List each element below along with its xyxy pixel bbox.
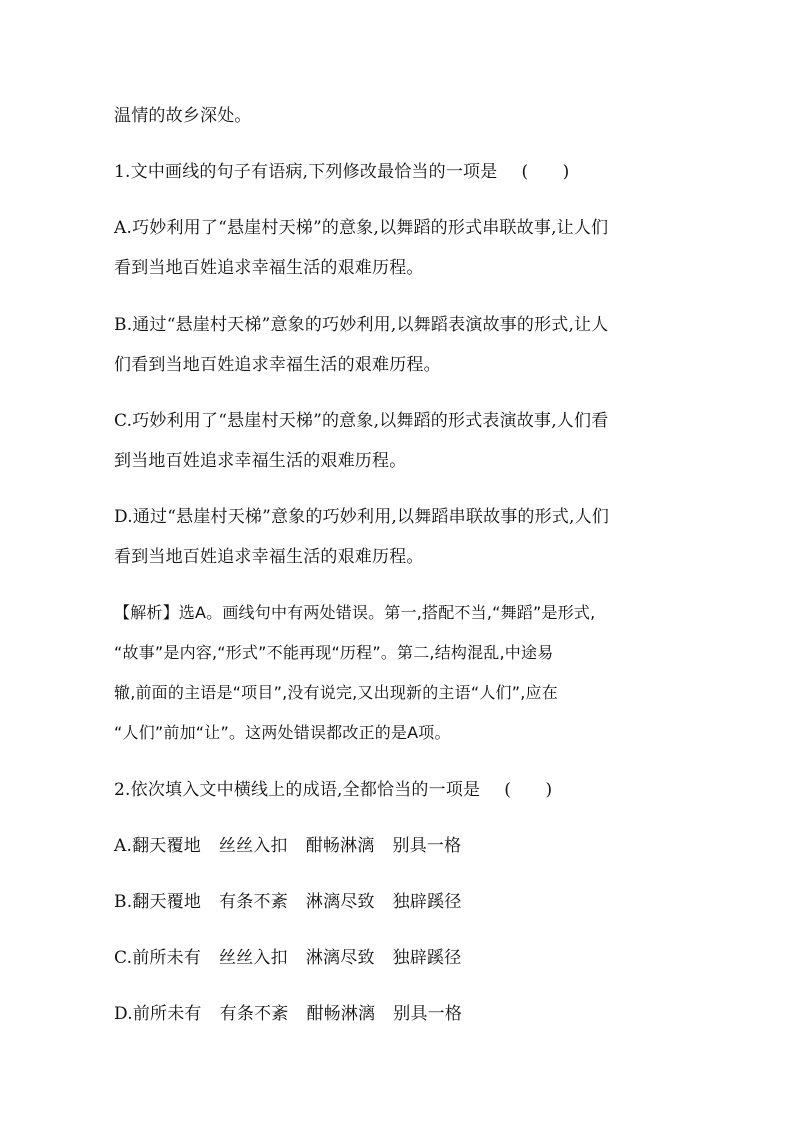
q1-option-c-line2: 到当地百姓追求幸福生活的艰难历程。 xyxy=(114,451,407,471)
q2-option-letter: B. xyxy=(114,892,133,912)
q2-option-word: 酣畅淋漓 xyxy=(305,836,375,856)
q2-option-c xyxy=(114,946,694,970)
q2-option-b xyxy=(114,890,694,914)
q2-option-letter: A. xyxy=(114,836,133,856)
q2-option-word: 前所未有 xyxy=(132,1004,202,1024)
q1-analysis-line1: 【解析】选A。画线句中有两处错误。第一,搭配不当,“舞蹈”是形式, xyxy=(114,603,596,622)
q2-option-word: 有条不紊 xyxy=(219,892,288,912)
q1-analysis-line3: 辙,前面的主语是“项目”,没有说完,又出现新的主语“人们”,应在 xyxy=(114,683,558,702)
q2-option-word: 丝丝入扣 xyxy=(219,948,288,968)
q1-option-a-line2: 看到当地百姓追求幸福生活的艰难历程。 xyxy=(114,258,424,278)
q1-option-a-line1: A.巧妙利用了“悬崖村天梯”的意象,以舞蹈的形式串联故事,让人们 xyxy=(114,218,609,238)
q1-analysis-line2: “故事”是内容,“形式”不能再现“历程”。第二,结构混乱,中途易 xyxy=(114,643,554,662)
question-2-answer-bracket: ( ) xyxy=(504,780,553,800)
question-2-stem xyxy=(114,778,694,802)
q2-option-word: 独辟蹊径 xyxy=(392,948,462,968)
q2-option-word: 翻天覆地 xyxy=(132,836,201,856)
q2-option-word: 丝丝入扣 xyxy=(218,836,288,856)
q1-option-c-line1: C.巧妙利用了“悬崖村天梯”的意象,以舞蹈的形式表演故事,人们看 xyxy=(114,411,609,431)
q1-option-b-line1: B.通过“悬崖村天梯”意象的巧妙利用,以舞蹈表演故事的形式,让人 xyxy=(114,315,609,335)
q2-option-letter: C. xyxy=(114,948,133,968)
question-1-answer-bracket: ( ) xyxy=(521,162,570,182)
q2-option-word: 独辟蹊径 xyxy=(392,892,462,912)
question-1-text: 1.文中画线的句子有语病,下列修改最恰当的一项是 xyxy=(114,162,498,182)
q2-option-word: 翻天覆地 xyxy=(132,892,202,912)
q2-option-a xyxy=(114,834,694,858)
q2-option-word: 酣畅淋漓 xyxy=(306,1004,376,1024)
q2-option-word: 别具一格 xyxy=(392,836,462,856)
question-1-stem xyxy=(114,160,694,184)
question-2-text: 2.依次填入文中横线上的成语,全都恰当的一项是 xyxy=(114,780,481,800)
q1-analysis-line4: “人们”前加“让”。这两处错误都改正的是A项。 xyxy=(114,723,451,742)
q1-option-d-line1: D.通过“悬崖村天梯”意象的巧妙利用,以舞蹈串联故事的形式,人们 xyxy=(114,507,610,527)
q2-option-letter: D. xyxy=(114,1004,133,1024)
q2-option-word: 别具一格 xyxy=(393,1004,463,1024)
q2-option-d xyxy=(114,1002,694,1026)
q2-option-word: 淋漓尽致 xyxy=(305,892,375,912)
q2-option-word: 前所未有 xyxy=(132,948,202,968)
q1-option-d-line2: 看到当地百姓追求幸福生活的艰难历程。 xyxy=(114,547,424,567)
q2-option-word: 淋漓尽致 xyxy=(305,948,375,968)
q2-option-word: 有条不紊 xyxy=(219,1004,289,1024)
continuation-text: 温情的故乡深处。 xyxy=(114,106,252,126)
q1-option-b-line2: 们看到当地百姓追求幸福生活的艰难历程。 xyxy=(114,355,441,375)
